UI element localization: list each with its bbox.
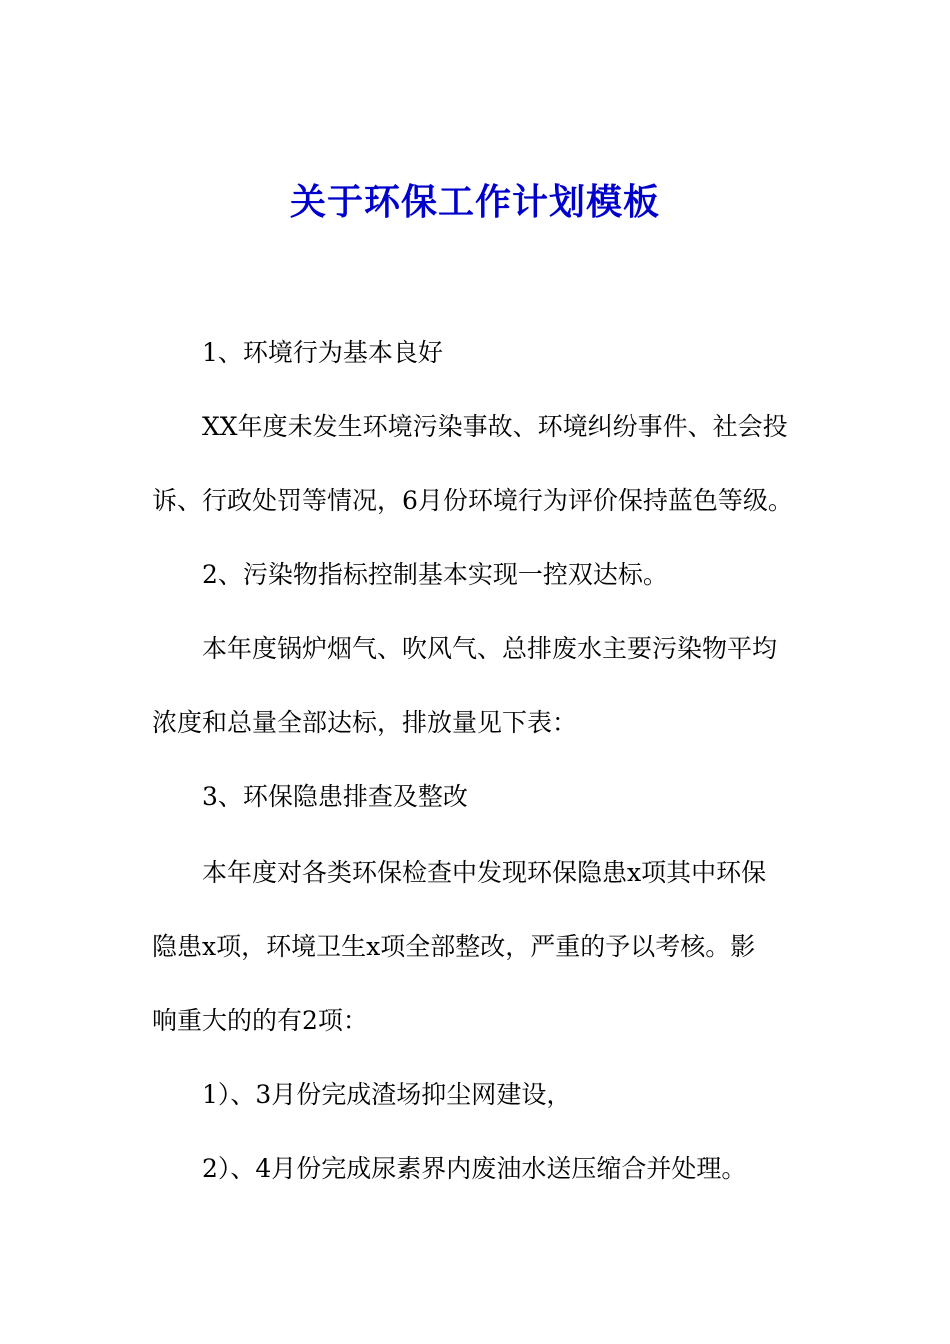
- paragraph-4: [152, 612, 802, 760]
- paragraph-7: [152, 1058, 802, 1132]
- paragraph-line: 1）、3月份完成渣场抑尘网建设，: [202, 1080, 572, 1109]
- paragraph-line: 本年度锅炉烟气、吹风气、总排废水主要污染物平均: [202, 634, 778, 663]
- paragraph-line: 诉、行政处罚等情况，6月份环境行为评价保持蓝色等级。: [152, 486, 793, 515]
- paragraph-5: [152, 760, 802, 834]
- paragraph-line: 浓度和总量全部达标，排放量见下表：: [152, 708, 578, 737]
- paragraph-line: 本年度对各类环保检查中发现环保隐患x项其中环保: [202, 858, 767, 887]
- paragraph-line: 响重大的的有2项：: [152, 1006, 368, 1035]
- paragraph-8: [152, 1132, 802, 1206]
- paragraph-line: 2、污染物指标控制基本实现一控双达标。: [202, 560, 668, 589]
- paragraph-line: XX年度未发生环境污染事故、环境纠纷事件、社会投: [202, 412, 788, 441]
- paragraph-line: 1、环境行为基本良好: [202, 338, 443, 367]
- paragraph-3: [152, 538, 802, 612]
- document-title: 关于环保工作计划模板: [289, 181, 660, 223]
- paragraph-line: 2）、4月份完成尿素界内废油水送压缩合并处理。: [202, 1154, 747, 1183]
- paragraph-2: [152, 390, 802, 538]
- paragraph-line: 3、环保隐患排查及整改: [202, 782, 468, 811]
- paragraph-line: 隐患x项，环境卫生x项全部整改，严重的予以考核。影: [152, 932, 756, 961]
- paragraph-1: [152, 316, 802, 390]
- paragraph-6: [152, 836, 802, 1058]
